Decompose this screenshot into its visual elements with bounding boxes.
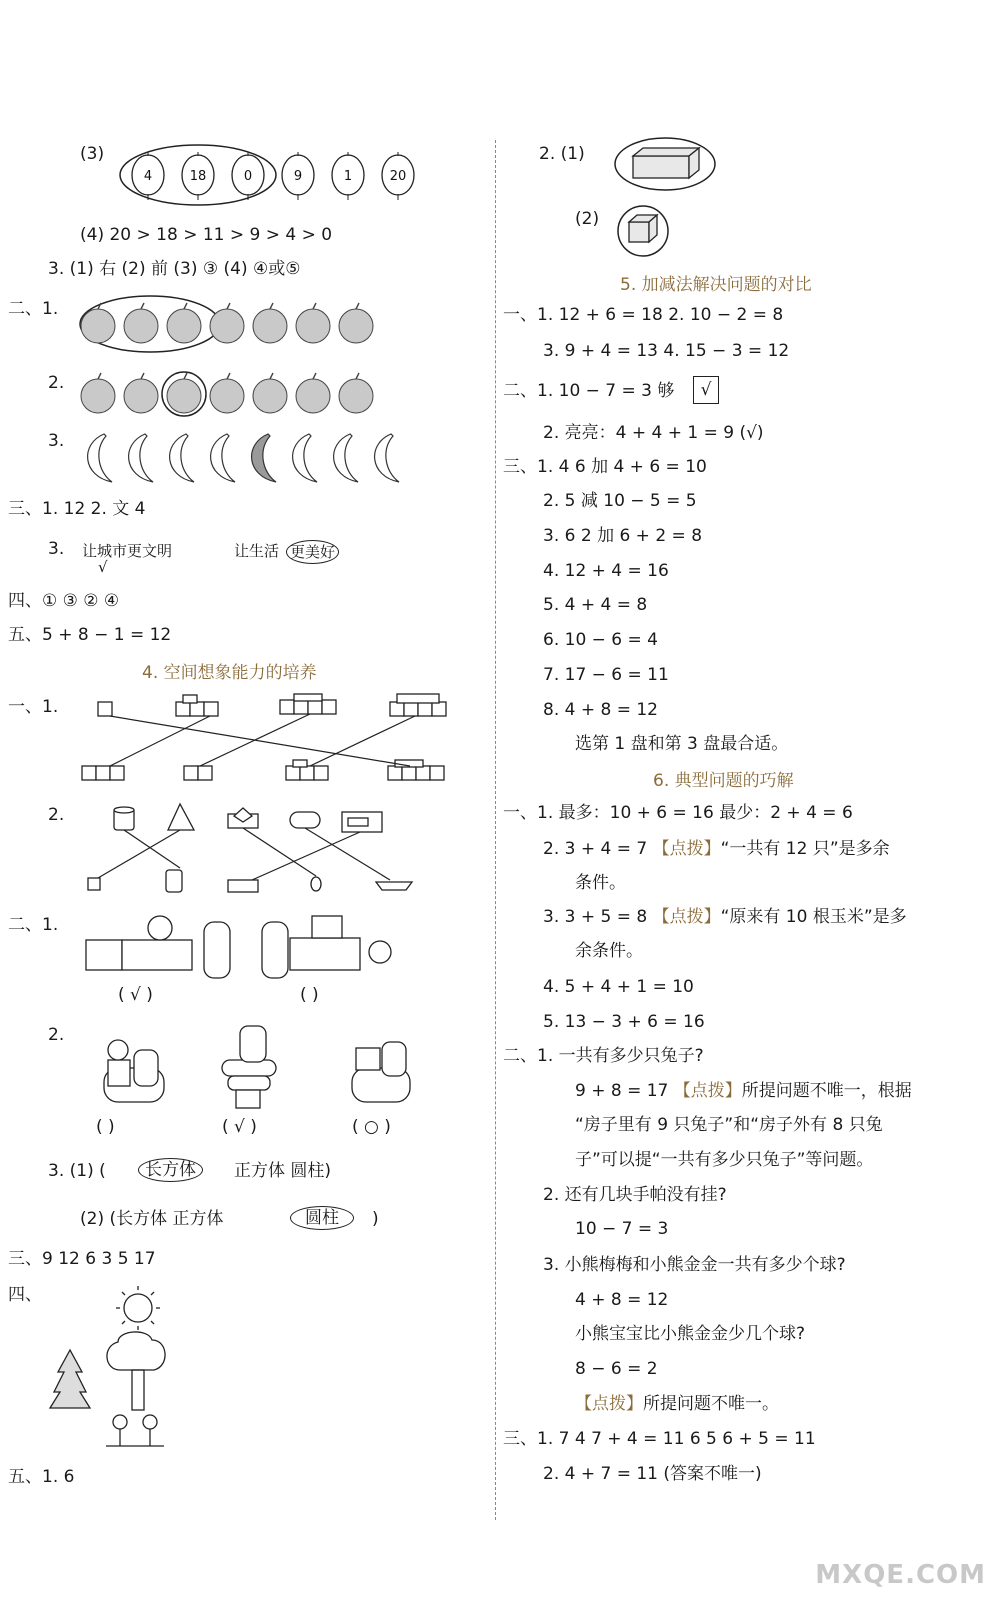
s6-b1: 一、1. 最多：10 + 6 = 16 最少：2 + 4 = 6: [503, 803, 853, 823]
lantern-number: 20: [389, 169, 407, 184]
s6-b3: 3. 3 + 5 = 8 【点拨】“原来有 10 根玉米”是多: [543, 907, 907, 927]
lantern-number: 9: [293, 169, 303, 184]
s4-wu: 五、1. 6: [8, 1467, 75, 1487]
bananas-row: [78, 428, 408, 488]
s6-c11: 【点拨】所提问题不唯一。: [575, 1394, 779, 1414]
banana-icon: [293, 434, 317, 482]
s6-c9: 小熊宝宝比小熊金金少几个球?: [575, 1324, 806, 1344]
hint-tag: 【点拨】: [652, 907, 721, 927]
s6-c8: 4 + 8 = 12: [575, 1290, 669, 1310]
slogan-check: √: [98, 558, 108, 576]
apple-icon: [296, 373, 330, 413]
q2-1-label: 二、1.: [8, 299, 59, 319]
apple-icon: [296, 303, 330, 343]
s6-c3: “房子里有 9 只兔子”和“房子外有 8 只兔: [575, 1115, 883, 1135]
banana-icon: [375, 434, 399, 482]
s4-e3-2-circled: 圆柱: [290, 1206, 354, 1230]
s6-c5: 2. 还有几块手帕没有挂?: [543, 1185, 727, 1205]
cube-figure: [613, 204, 683, 258]
section-5-title: 5. 加减法解决问题的对比: [620, 275, 812, 295]
apple-icon: [167, 303, 201, 343]
slogan-a: 让城市更文明: [82, 542, 173, 560]
drawing-scene: [40, 1280, 200, 1455]
hint-tag: 【点拨】: [575, 1394, 643, 1414]
s4-e3-2-suffix: ): [372, 1209, 379, 1229]
apple-icon: [167, 373, 201, 413]
lantern-number: 0: [243, 169, 253, 184]
s4-si-label: 四、: [8, 1285, 42, 1305]
banana-icon: [170, 434, 194, 482]
s6-c4: 子”可以提“一共有多少只兔子”等问题。: [575, 1150, 874, 1170]
stack-figures: [80, 910, 410, 980]
lantern-group: [118, 140, 438, 210]
s4-e2-answer-2: ( √ ): [222, 1117, 257, 1137]
hint-tag: 【点拨】: [673, 1081, 742, 1101]
hint-tag: 【点拨】: [652, 839, 721, 859]
right-column: [495, 0, 996, 1600]
s6-c7: 3. 小熊梅梅和小熊金金一共有多少个球?: [543, 1255, 846, 1275]
lantern: [132, 152, 164, 200]
q3-1: 三、1. 12 2. 文 4: [8, 499, 146, 519]
apple-icon: [339, 373, 373, 413]
apple-icon: [124, 303, 158, 343]
s4-e1-answer-2: ( ): [300, 985, 319, 1005]
q2-2-label: 2.: [48, 373, 65, 393]
s6-c10: 8 − 6 = 2: [575, 1359, 658, 1379]
apple-icon: [210, 303, 244, 343]
s4-e2-label: 2.: [48, 1025, 65, 1045]
apples-row-1: [78, 294, 398, 354]
banana-icon: [211, 434, 235, 482]
q3-3-label: 3.: [48, 539, 65, 559]
banana-icon: [252, 434, 276, 482]
q2-3-label: 3.: [48, 431, 65, 451]
section-4-title: 4. 空间想象能力的培养: [142, 663, 317, 683]
cuboid-figure: [613, 136, 723, 194]
r2-2-label: (2): [575, 209, 600, 229]
s6-d2: 2. 4 + 7 = 11 (答案不唯一): [543, 1464, 762, 1484]
lantern: [182, 152, 214, 200]
item-3-label: (3): [80, 144, 105, 164]
slogan-c-circled: 更美好: [286, 540, 339, 564]
s5-a8: 4. 12 + 4 = 16: [543, 561, 669, 581]
banana-icon: [88, 434, 112, 482]
lantern: [332, 152, 364, 200]
lantern: [382, 152, 414, 200]
s5-a13: 选第 1 盘和第 3 盘最合适。: [575, 734, 789, 754]
section-6-title: 6. 典型问题的巧解: [653, 771, 794, 791]
apple-icon: [339, 303, 373, 343]
cube-matching: [80, 690, 470, 790]
s5-a3-checkbox: √: [693, 376, 719, 404]
apple-icon: [210, 373, 244, 413]
q4-order: 四、① ③ ② ④: [8, 591, 120, 611]
s4-q1-label: 一、1.: [8, 697, 59, 717]
left-column: [0, 0, 495, 1600]
s6-b2: 2. 3 + 4 = 7 【点拨】“一共有 12 只”是多余: [543, 839, 890, 859]
banana-icon: [129, 434, 153, 482]
s4-e3-1-rest: 正方体 圆柱): [234, 1161, 332, 1181]
slogan-b: 让生活: [234, 542, 280, 560]
s5-a12: 8. 4 + 8 = 12: [543, 700, 658, 720]
apple-icon: [124, 373, 158, 413]
s4-q2-label: 2.: [48, 805, 65, 825]
s6-b4: 4. 5 + 4 + 1 = 10: [543, 977, 694, 997]
solid-view-matching: [80, 800, 400, 900]
lantern: [282, 152, 314, 200]
s5-a6: 2. 5 减 10 − 5 = 5: [543, 491, 697, 511]
s5-a7: 3. 6 2 加 6 + 2 = 8: [543, 526, 703, 546]
apple-icon: [81, 303, 115, 343]
s5-a3: 二、1. 10 − 7 = 3 够: [503, 381, 675, 401]
r2-1-label: 2. (1): [539, 144, 585, 164]
apples-row-2: [78, 368, 398, 423]
apple-icon: [81, 373, 115, 413]
apple-icon: [253, 373, 287, 413]
s6-c2: 9 + 8 = 17 【点拨】所提问题不唯一，根据: [575, 1081, 912, 1101]
s5-a10: 6. 10 − 6 = 4: [543, 630, 658, 650]
s6-b2-cont: 条件。: [575, 873, 626, 893]
lantern: [232, 152, 264, 200]
s6-b3-cont: 余条件。: [575, 941, 643, 961]
s4-e2-answer-3: ( ○ ): [352, 1117, 391, 1137]
s5-a1: 一、1. 12 + 6 = 18 2. 10 − 2 = 8: [503, 305, 784, 325]
q3-answers: 3. (1) 右 (2) 前 (3) ③ (4) ④或⑤: [48, 259, 301, 279]
watermark: MXQE.COM: [815, 1560, 986, 1590]
s5-a9: 5. 4 + 4 = 8: [543, 595, 648, 615]
item-4-order: (4) 20 > 18 > 11 > 9 > 4 > 0: [80, 225, 333, 245]
lantern-number: 1: [343, 169, 353, 184]
s4-e1-label: 二、1.: [8, 915, 59, 935]
s6-b5: 5. 13 − 3 + 6 = 16: [543, 1012, 705, 1032]
tower-figures: [96, 1020, 416, 1115]
s5-a5: 三、1. 4 6 加 4 + 6 = 10: [503, 457, 707, 477]
s5-a4: 2. 亮亮：4 + 4 + 1 = 9 (√): [543, 423, 764, 443]
lantern-number: 4: [143, 169, 153, 184]
lantern-number: 18: [189, 169, 207, 184]
q5-equation: 五、5 + 8 − 1 = 12: [8, 625, 172, 645]
s4-e3-1-circled: 长方体: [138, 1158, 203, 1182]
s6-c6: 10 − 7 = 3: [575, 1219, 669, 1239]
s5-a11: 7. 17 − 6 = 11: [543, 665, 669, 685]
s5-a2: 3. 9 + 4 = 13 4. 15 − 3 = 12: [543, 341, 790, 361]
s6-d1: 三、1. 7 4 7 + 4 = 11 6 5 6 + 5 = 11: [503, 1429, 816, 1449]
s4-san-numbers: 三、9 12 6 3 5 17: [8, 1249, 156, 1269]
banana-icon: [334, 434, 358, 482]
s4-e2-answer-1: ( ): [96, 1117, 115, 1137]
apple-icon: [253, 303, 287, 343]
s4-e3-1-prefix: 3. (1) (: [48, 1161, 106, 1181]
s4-e3-2-prefix: (2) (长方体 正方体: [80, 1209, 224, 1229]
s6-c1: 二、1. 一共有多少只兔子?: [503, 1046, 704, 1066]
s4-e1-answer-1: ( √ ): [118, 985, 153, 1005]
